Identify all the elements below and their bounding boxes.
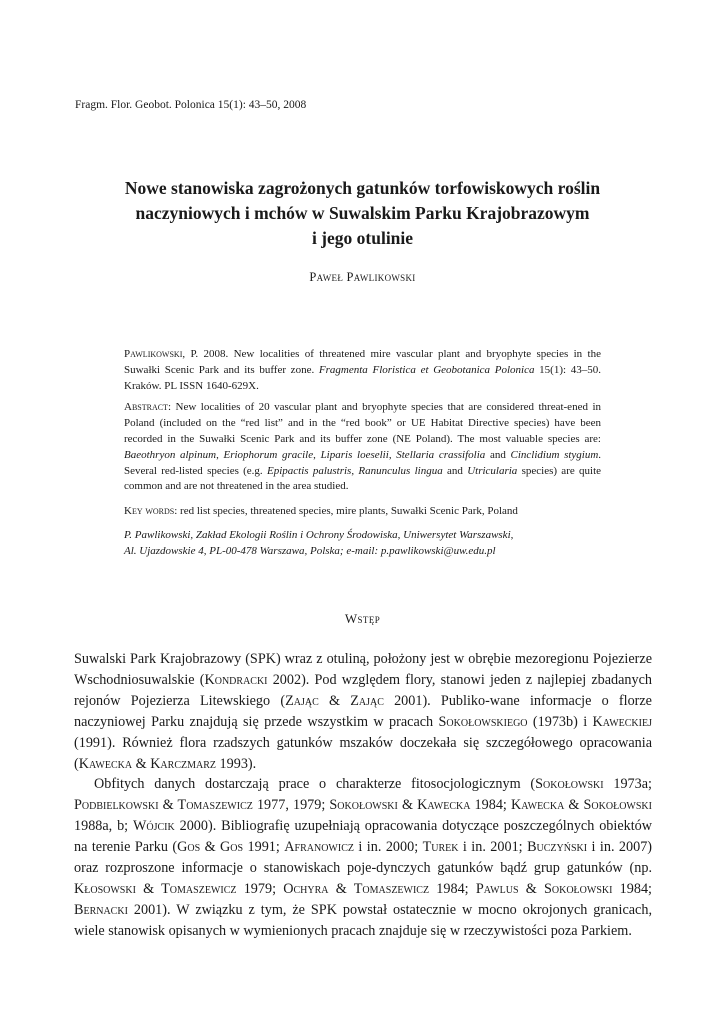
cited-author: Wójcik [133, 818, 175, 835]
body-text-run: 1984; [612, 880, 652, 897]
citation-text-1: , P. 2008. New localities of threatened mire vascular plant and bryophyte species in [182, 348, 583, 360]
author-name: Paweł Pawlikowski [309, 270, 416, 284]
citation-journal: Fragmenta Floristica et Geobotanica Polonica [318, 363, 535, 376]
species-name: Cinclidium stygium [510, 448, 599, 461]
citation-text-4: 43–50. Kraków. PL ISSN 1640-629X. [124, 363, 601, 392]
species-name: Liparis loeselii [320, 448, 389, 461]
cited-author: Zając & Zając [285, 692, 384, 709]
body-text-run: Obfitych danych dostarczają prace o charakterze fitosocjologicznym ( [94, 776, 536, 793]
body-text-run: 1984; [470, 797, 511, 814]
body-text-run: (1973b) i [527, 713, 593, 730]
body-paragraph-2 [74, 774, 652, 941]
author-address [124, 528, 601, 560]
cited-author: Sokołowski & Kawecka [329, 797, 471, 814]
body-text-run: (1991). Również flora rzadszych gatunków mszaków doczekała się szczegółowego opracowania ( [74, 734, 652, 772]
species-name: Ranunculus lingua [358, 464, 443, 477]
abstract-text: , [351, 464, 359, 477]
article-title [90, 176, 635, 251]
body-text-run: 2002). Pod względem flory, stanowi jeden z najlepiej zbadanych rejonów Pojezierza Litewskiego ( [74, 671, 652, 709]
body-text-run: 1993). [216, 755, 257, 772]
address-line-1: P. Pawlikowski, Zakład Ekologii Roślin i Ochrony Środowiska, Uniwersytet Warszawski, [124, 528, 514, 541]
cited-author: Kawecka & Sokołowski [510, 797, 652, 814]
body-text-run: 1977, 1979; [252, 797, 330, 814]
species-name: Utricularia [467, 464, 518, 477]
body-text [74, 649, 652, 942]
body-text-run: 2001). W związku z tym, że SPK powstał ostatecznie w mocno okrojonych granicach, wiele stanowisk opisanych w wymienionych pracach znajduje się w rzeczywistości poza Parkiem. [74, 901, 652, 939]
citation-paragraph [124, 347, 601, 394]
title-line-3: i jego otulinie [311, 228, 414, 248]
cited-author: Kaweckiej [592, 713, 652, 730]
abstract-text: , [313, 448, 321, 461]
cited-author: Gos & Gos [177, 839, 244, 856]
cited-author: Podbielkowski & Tomaszewicz [74, 797, 253, 814]
title-line-2: naczyniowych i mchów w Suwalskim Parku Krajobrazowym [135, 203, 590, 223]
body-text-run: 1979; [236, 880, 284, 897]
body-text-run: i in. 2001; [458, 839, 528, 856]
body-text-run: Suwalski Park Krajobrazowy (SPK) wraz z otuliną, położony jest w obrębie mezoregionu Pojezierze Wschodniosuwalskie ( [74, 651, 652, 688]
cited-author: Ochyra & Tomaszewicz [283, 880, 430, 897]
body-text-run: 2000). Bibliografię uzupełniają opracowania dotyczące poszczególnych obiektów na terenie Parku ( [74, 818, 652, 856]
title-line-1: Nowe stanowiska zagrożonych gatunków torfowiskowych roślin [124, 178, 601, 198]
body-text-run: 1984; [429, 880, 476, 897]
citation-author: Pawlikowski [124, 348, 183, 360]
keywords-text: : red list species, threatened species, mire plants, Suwałki Scenic Park, Poland [174, 505, 518, 518]
abstract-text: , [216, 448, 224, 461]
cited-author: Pawlus & Sokołowski [475, 880, 613, 897]
body-text-run: i in. 2000; [353, 839, 423, 856]
abstract-text: , [388, 448, 397, 461]
section-heading: Wstęp [344, 611, 381, 626]
cited-author: Buczyński [527, 839, 588, 856]
body-text-run: 1991; [243, 839, 285, 856]
abstract-text: and [485, 448, 511, 461]
abstract-block [124, 347, 601, 560]
abstract-text: species) are quite common and are not threatened in the area studied. [124, 464, 602, 493]
abstract-paragraph [124, 400, 601, 495]
abstract-label: Abstract [124, 401, 168, 414]
cited-author: Afranowicz [284, 839, 354, 856]
cited-author: Bernacki [74, 901, 128, 918]
cited-author: Kondracki [204, 671, 268, 688]
species-name: Eriophorum gracile [223, 448, 314, 461]
cited-author: Sokołowskiego [438, 713, 528, 730]
body-text-run: i in. 2007) oraz rozproszone informacje o stanowiskach poje-dynczych gatunków bądź grup gatunków (np. [74, 839, 653, 877]
cited-author: Kawecka & Karczmarz [78, 755, 216, 772]
body-text-run: 2001). Publiko-wane informacje o florze naczyniowej Parku znajdują się przede wszystkim w pracach [74, 692, 652, 730]
abstract-text: : New localities of 20 vascular plant and bryophyte species that are considered threat-ened in Poland (included on the “red list” and in the “red book” or UE Habitat Directive species) have been recorded in the Suwałki Scenic Park and its buffer zone (NE Poland). The most valuable species are: [124, 401, 601, 445]
body-text-run: 1973a; [603, 776, 652, 793]
cited-author: Sokołowski [535, 776, 604, 793]
abstract-text: . Several red-listed species (e.g. [124, 448, 602, 477]
cited-author: Kłosowski & Tomaszewicz [74, 880, 237, 897]
abstract-text: and [442, 464, 468, 477]
citation-text-2: the Suwałki Scenic Park and its buffer zone. [124, 348, 601, 376]
body-text-run: 1988a, b; [74, 818, 133, 835]
species-name: Epipactis palustris [266, 464, 352, 477]
keywords-paragraph [124, 504, 601, 520]
species-name: Stellaria crassifolia [396, 448, 486, 461]
keywords-label: Key words [124, 505, 175, 518]
body-paragraph-1 [74, 649, 652, 774]
address-line-2: Al. Ujazdowskie 4, PL-00-478 Warszawa, Polska; e-mail: p.pawlikowski@uw.edu.pl [124, 544, 496, 557]
citation-text-3: 15(1): [534, 363, 567, 376]
journal-reference: Fragm. Flor. Geobot. Polonica 15(1): 43–50, 2008 [75, 99, 307, 111]
species-name: Baeothryon alpinum [124, 448, 217, 461]
cited-author: Turek [422, 839, 459, 856]
